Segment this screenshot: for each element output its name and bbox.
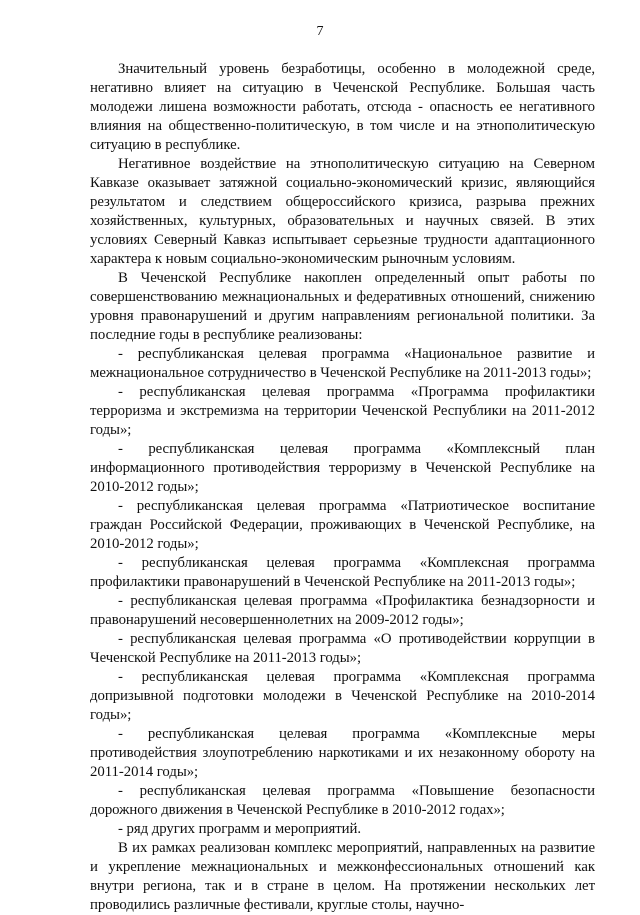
list-item: - республиканская целевая программа «Профилактика безнадзорности и правонарушений несовершеннолетних на 2009-2012 годы»;	[90, 593, 595, 628]
list-item: - республиканская целевая программа «Комплексный план информационного противодействия терроризму в Чеченской Республике на 2010-2012 годы»;	[90, 441, 595, 495]
list-item: - республиканская целевая программа «О противодействии коррупции в Чеченской Республике на 2011-2013 годы»;	[90, 631, 595, 666]
paragraph-experience: В Чеченской Республике накоплен определенный опыт работы по совершенствованию межнациональных и федеративных отношений, снижению уровня правонарушений и другим направлениям региональной политики. За последние годы в республике реализованы:	[90, 270, 595, 343]
list-item: - республиканская целевая программа «Патриотическое воспитание граждан Российской Федерации, проживающих в Чеченской Республике, на 2010-2012 годы»;	[90, 498, 595, 552]
list-item: - республиканская целевая программа «Комплексная программа допризывной подготовки молодежи в Чеченской Республике на 2010-2014 годы»;	[90, 669, 595, 723]
document-body	[90, 60, 595, 915]
paragraph-measures: В их рамках реализован комплекс мероприятий, направленных на развитие и укрепление межнациональных и межконфессиональных отношений как внутри региона, так и в стране в целом. На протяжении нескольких лет проводились различные фестивали, круглые столы, научно-	[90, 840, 595, 913]
page-number: 7	[316, 24, 324, 39]
list-item: - республиканская целевая программа «Комплексные меры противодействия злоупотреблению наркотиками и их незаконному обороту на 2011-2014 годы»;	[90, 726, 595, 780]
paragraph-unemployment: Значительный уровень безработицы, особенно в молодежной среде, негативно влияет на ситуацию в Чеченской Республике. Большая часть молодежи лишена возможности работать, отсюда - опасность ее негативного влияния на общественно-политическую, в том числе и на этнополитическую ситуацию в республике.	[90, 61, 595, 153]
list-item: - республиканская целевая программа «Повышение безопасности дорожного движения в Чеченской Республике в 2010-2012 годах»;	[90, 783, 595, 818]
list-item: - ряд других программ и мероприятий.	[118, 821, 362, 837]
paragraph-crisis: Негативное воздействие на этнополитическую ситуацию на Северном Кавказе оказывает затяжной социально-экономический кризис, являющийся результатом и следствием общероссийского кризиса, разрыва прежних хозяйственных, культурных, образовательных и научных связей. В этих условиях Северный Кавказ испытывает серьезные трудности адаптационного характера к новым социально-экономическим рыночным условиям.	[90, 156, 595, 267]
list-item: - республиканская целевая программа «Национальное развитие и межнациональное сотрудничество в Чеченской Республике на 2011-2013 годы»;	[90, 346, 595, 381]
list-item: - республиканская целевая программа «Программа профилактики терроризма и экстремизма на территории Чеченской Республики на 2011-2012 годы»;	[90, 384, 595, 438]
list-item: - республиканская целевая программа «Комплексная программа профилактики правонарушений в Чеченской Республике на 2011-2013 годы»;	[90, 555, 595, 590]
